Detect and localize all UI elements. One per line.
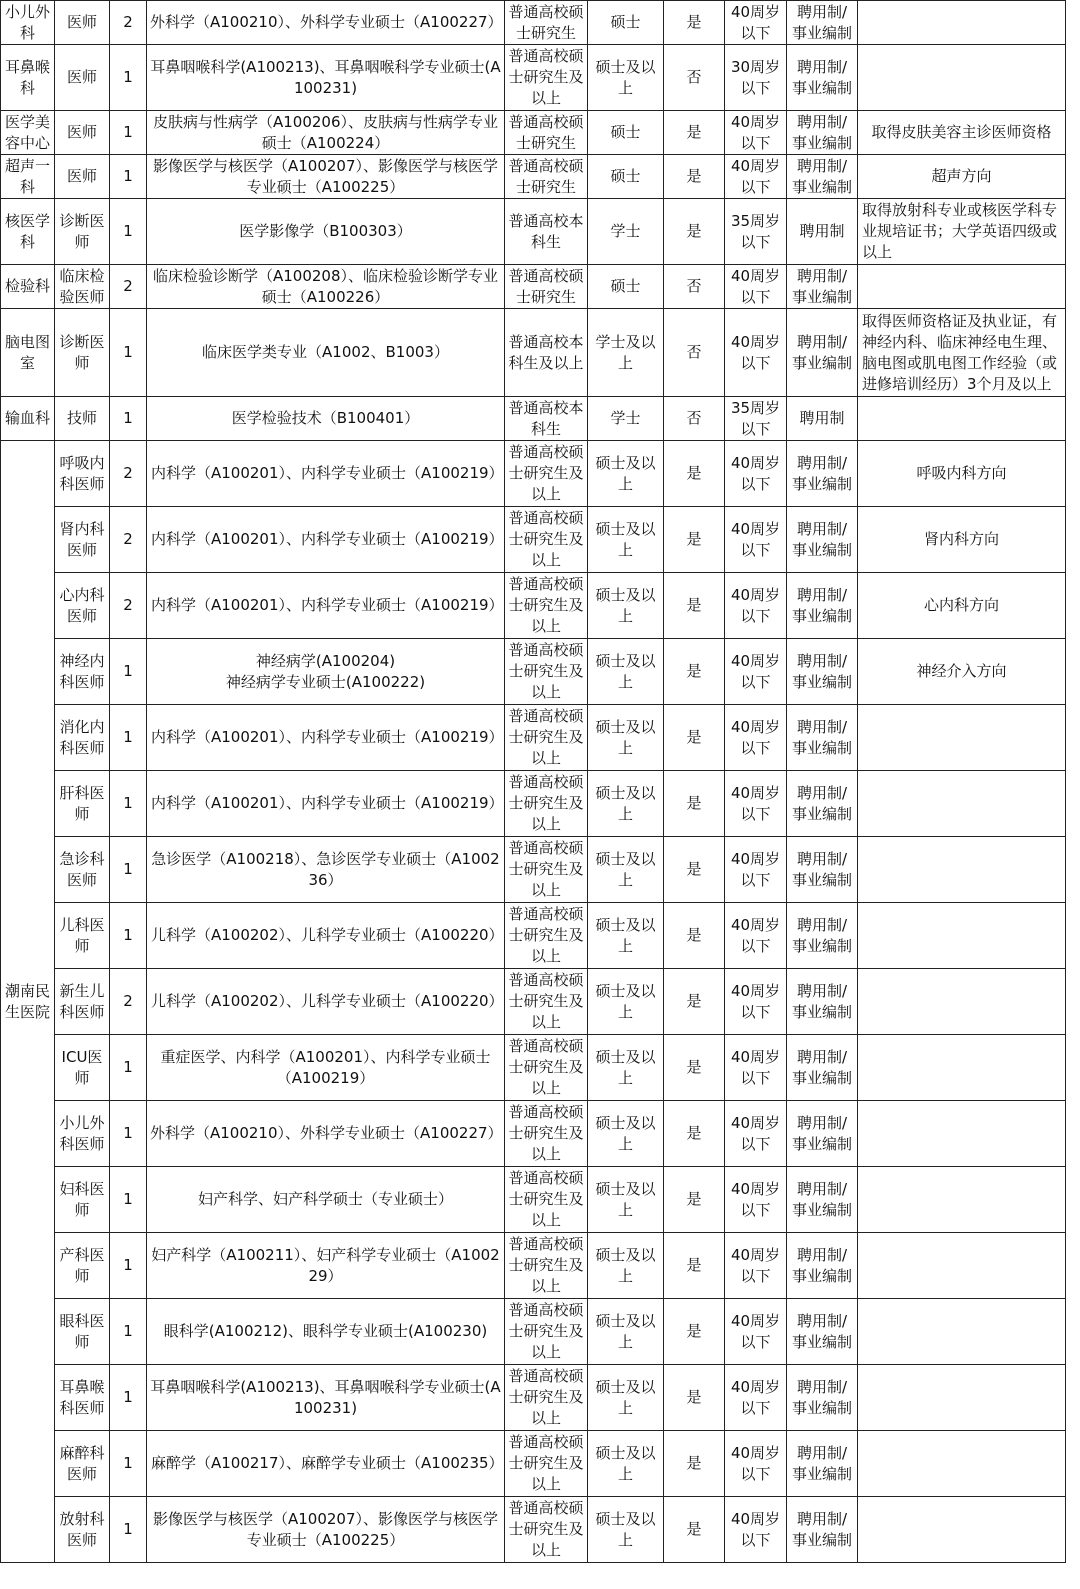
headcount-cell: 1	[110, 309, 147, 397]
degree-cell: 学士及以上	[588, 309, 664, 397]
employment-type-cell: 聘用制/事业编制	[787, 1431, 858, 1497]
headcount-cell: 1	[110, 903, 147, 969]
degree-cell: 硕士及以上	[588, 1365, 664, 1431]
position-cell: 医师	[55, 155, 110, 199]
department-cell: 脑电图室	[1, 309, 55, 397]
department-cell: 小儿外科	[1, 1, 55, 45]
major-cell: 临床检验诊断学（A100208）、临床检验诊断学专业硕士（A100226）	[147, 265, 505, 309]
age-cell: 40周岁以下	[725, 1299, 787, 1365]
degree-cell: 硕士及以上	[588, 1101, 664, 1167]
position-cell: 临床检验医师	[55, 265, 110, 309]
experience-cell: 是	[664, 1167, 725, 1233]
remarks-cell	[858, 1497, 1066, 1563]
headcount-cell: 1	[110, 1035, 147, 1101]
age-cell: 40周岁以下	[725, 1101, 787, 1167]
education-cell: 普通高校本科生	[505, 397, 588, 441]
age-cell: 40周岁以下	[725, 705, 787, 771]
education-cell: 普通高校硕士研究生及以上	[505, 1431, 588, 1497]
age-cell: 40周岁以下	[725, 155, 787, 199]
table-row	[1, 441, 1066, 507]
age-cell: 40周岁以下	[725, 837, 787, 903]
experience-cell: 是	[664, 903, 725, 969]
employment-type-cell: 聘用制/事业编制	[787, 1497, 858, 1563]
age-cell: 40周岁以下	[725, 1167, 787, 1233]
education-cell: 普通高校硕士研究生及以上	[505, 639, 588, 705]
position-cell: 放射科医师	[55, 1497, 110, 1563]
degree-cell: 硕士及以上	[588, 969, 664, 1035]
experience-cell: 是	[664, 1233, 725, 1299]
age-cell: 35周岁以下	[725, 397, 787, 441]
major-cell: 内科学（A100201）、内科学专业硕士（A100219）	[147, 507, 505, 573]
employment-type-cell: 聘用制/事业编制	[787, 705, 858, 771]
position-cell: 小儿外科医师	[55, 1101, 110, 1167]
degree-cell: 硕士	[588, 1, 664, 45]
position-cell: 医师	[55, 45, 110, 111]
department-cell: 核医学科	[1, 199, 55, 265]
headcount-cell: 2	[110, 573, 147, 639]
age-cell: 40周岁以下	[725, 265, 787, 309]
position-cell: 麻醉科医师	[55, 1431, 110, 1497]
major-cell: 耳鼻咽喉科学(A100213)、耳鼻咽喉科学专业硕士(A100231)	[147, 45, 505, 111]
remarks-cell	[858, 705, 1066, 771]
experience-cell: 否	[664, 265, 725, 309]
position-cell: 眼科医师	[55, 1299, 110, 1365]
department-cell: 医学美容中心	[1, 111, 55, 155]
remarks-cell	[858, 1, 1066, 45]
degree-cell: 硕士	[588, 265, 664, 309]
headcount-cell: 2	[110, 507, 147, 573]
age-cell: 40周岁以下	[725, 1035, 787, 1101]
headcount-cell: 1	[110, 1101, 147, 1167]
remarks-cell	[858, 397, 1066, 441]
hospital-name-cell: 潮南民生医院	[1, 441, 55, 1563]
major-cell: 内科学（A100201）、内科学专业硕士（A100219）	[147, 441, 505, 507]
major-cell: 眼科学(A100212)、眼科学专业硕士(A100230)	[147, 1299, 505, 1365]
remarks-cell: 超声方向	[858, 155, 1066, 199]
education-cell: 普通高校本科生	[505, 199, 588, 265]
age-cell: 40周岁以下	[725, 111, 787, 155]
education-cell: 普通高校硕士研究生及以上	[505, 705, 588, 771]
major-cell: 妇产科学（A100211）、妇产科学专业硕士（A100229）	[147, 1233, 505, 1299]
degree-cell: 学士	[588, 199, 664, 265]
table-row	[1, 903, 1066, 969]
major-cell: 临床医学类专业（A1002、B1003）	[147, 309, 505, 397]
table-row	[1, 639, 1066, 705]
employment-type-cell: 聘用制/事业编制	[787, 309, 858, 397]
experience-cell: 否	[664, 309, 725, 397]
major-cell: 内科学（A100201）、内科学专业硕士（A100219）	[147, 573, 505, 639]
major-cell: 内科学（A100201）、内科学专业硕士（A100219）	[147, 705, 505, 771]
major-cell: 妇产科学、妇产科学硕士（专业硕士）	[147, 1167, 505, 1233]
education-cell: 普通高校硕士研究生及以上	[505, 441, 588, 507]
remarks-cell	[858, 1365, 1066, 1431]
degree-cell: 硕士及以上	[588, 771, 664, 837]
major-cell: 外科学（A100210）、外科学专业硕士（A100227）	[147, 1, 505, 45]
remarks-cell	[858, 903, 1066, 969]
degree-cell: 硕士及以上	[588, 705, 664, 771]
table-row	[1, 397, 1066, 441]
age-cell: 40周岁以下	[725, 1233, 787, 1299]
table-row	[1, 111, 1066, 155]
experience-cell: 否	[664, 45, 725, 111]
table-row	[1, 771, 1066, 837]
degree-cell: 硕士及以上	[588, 573, 664, 639]
position-cell: 医师	[55, 111, 110, 155]
degree-cell: 硕士及以上	[588, 1167, 664, 1233]
age-cell: 40周岁以下	[725, 507, 787, 573]
age-cell: 40周岁以下	[725, 441, 787, 507]
degree-cell: 硕士及以上	[588, 639, 664, 705]
education-cell: 普通高校本科生及以上	[505, 309, 588, 397]
education-cell: 普通高校硕士研究生	[505, 265, 588, 309]
education-cell: 普通高校硕士研究生及以上	[505, 1299, 588, 1365]
headcount-cell: 1	[110, 639, 147, 705]
position-cell: 心内科医师	[55, 573, 110, 639]
age-cell: 40周岁以下	[725, 1, 787, 45]
employment-type-cell: 聘用制/事业编制	[787, 1299, 858, 1365]
major-cell: 儿科学（A100202）、儿科学专业硕士（A100220）	[147, 969, 505, 1035]
department-cell: 检验科	[1, 265, 55, 309]
table-row	[1, 1101, 1066, 1167]
remarks-cell	[858, 1233, 1066, 1299]
employment-type-cell: 聘用制/事业编制	[787, 969, 858, 1035]
remarks-cell: 取得医师资格证及执业证，有神经内科、临床神经电生理、脑电图或肌电图工作经验（或进修培训经历）3个月及以上	[858, 309, 1066, 397]
major-cell: 影像医学与核医学（A100207）、影像医学与核医学专业硕士（A100225）	[147, 155, 505, 199]
table-row	[1, 705, 1066, 771]
headcount-cell: 2	[110, 265, 147, 309]
experience-cell: 是	[664, 1497, 725, 1563]
table-row	[1, 1167, 1066, 1233]
headcount-cell: 1	[110, 1299, 147, 1365]
headcount-cell: 1	[110, 45, 147, 111]
employment-type-cell: 聘用制/事业编制	[787, 1, 858, 45]
age-cell: 40周岁以下	[725, 771, 787, 837]
remarks-cell	[858, 837, 1066, 903]
table-row	[1, 507, 1066, 573]
remarks-cell	[858, 1167, 1066, 1233]
table-row	[1, 155, 1066, 199]
experience-cell: 是	[664, 441, 725, 507]
education-cell: 普通高校硕士研究生及以上	[505, 507, 588, 573]
employment-type-cell: 聘用制/事业编制	[787, 507, 858, 573]
position-cell: ICU医师	[55, 1035, 110, 1101]
major-cell: 儿科学（A100202）、儿科学专业硕士（A100220）	[147, 903, 505, 969]
degree-cell: 硕士及以上	[588, 903, 664, 969]
position-cell: 耳鼻喉科医师	[55, 1365, 110, 1431]
experience-cell: 是	[664, 1431, 725, 1497]
education-cell: 普通高校硕士研究生及以上	[505, 1497, 588, 1563]
major-cell: 急诊医学（A100218）、急诊医学专业硕士（A100236）	[147, 837, 505, 903]
degree-cell: 硕士及以上	[588, 441, 664, 507]
remarks-cell: 呼吸内科方向	[858, 441, 1066, 507]
experience-cell: 是	[664, 639, 725, 705]
position-cell: 妇科医师	[55, 1167, 110, 1233]
experience-cell: 是	[664, 1, 725, 45]
headcount-cell: 1	[110, 1365, 147, 1431]
position-cell: 急诊科医师	[55, 837, 110, 903]
employment-type-cell: 聘用制/事业编制	[787, 45, 858, 111]
degree-cell: 学士	[588, 397, 664, 441]
headcount-cell: 2	[110, 969, 147, 1035]
education-cell: 普通高校硕士研究生及以上	[505, 771, 588, 837]
experience-cell: 是	[664, 771, 725, 837]
employment-type-cell: 聘用制/事业编制	[787, 1101, 858, 1167]
major-cell: 麻醉学（A100217）、麻醉学专业硕士（A100235）	[147, 1431, 505, 1497]
experience-cell: 是	[664, 969, 725, 1035]
employment-type-cell: 聘用制	[787, 397, 858, 441]
position-cell: 产科医师	[55, 1233, 110, 1299]
degree-cell: 硕士及以上	[588, 837, 664, 903]
major-cell: 医学影像学（B100303）	[147, 199, 505, 265]
major-cell: 影像医学与核医学（A100207）、影像医学与核医学专业硕士（A100225）	[147, 1497, 505, 1563]
headcount-cell: 1	[110, 771, 147, 837]
department-cell: 输血科	[1, 397, 55, 441]
education-cell: 普通高校硕士研究生及以上	[505, 1101, 588, 1167]
table-row	[1, 1233, 1066, 1299]
table-row	[1, 1299, 1066, 1365]
age-cell: 35周岁以下	[725, 199, 787, 265]
education-cell: 普通高校硕士研究生及以上	[505, 1233, 588, 1299]
age-cell: 40周岁以下	[725, 639, 787, 705]
experience-cell: 是	[664, 111, 725, 155]
headcount-cell: 1	[110, 1233, 147, 1299]
experience-cell: 是	[664, 705, 725, 771]
major-cell: 外科学（A100210）、外科学专业硕士（A100227）	[147, 1101, 505, 1167]
headcount-cell: 1	[110, 837, 147, 903]
experience-cell: 是	[664, 155, 725, 199]
major-cell: 神经病学(A100204) 神经病学专业硕士(A100222)	[147, 639, 505, 705]
remarks-cell	[858, 1299, 1066, 1365]
position-cell: 肾内科医师	[55, 507, 110, 573]
degree-cell: 硕士及以上	[588, 1497, 664, 1563]
experience-cell: 是	[664, 199, 725, 265]
remarks-cell	[858, 1035, 1066, 1101]
table-row	[1, 969, 1066, 1035]
education-cell: 普通高校硕士研究生及以上	[505, 45, 588, 111]
headcount-cell: 2	[110, 1, 147, 45]
table-row	[1, 199, 1066, 265]
employment-type-cell: 聘用制/事业编制	[787, 903, 858, 969]
employment-type-cell: 聘用制/事业编制	[787, 265, 858, 309]
age-cell: 30周岁以下	[725, 45, 787, 111]
department-cell: 耳鼻喉科	[1, 45, 55, 111]
degree-cell: 硕士及以上	[588, 1299, 664, 1365]
employment-type-cell: 聘用制/事业编制	[787, 1167, 858, 1233]
position-cell: 神经内科医师	[55, 639, 110, 705]
employment-type-cell: 聘用制/事业编制	[787, 441, 858, 507]
experience-cell: 是	[664, 507, 725, 573]
table-row	[1, 1035, 1066, 1101]
major-cell: 重症医学、内科学（A100201）、内科学专业硕士（A100219）	[147, 1035, 505, 1101]
experience-cell: 是	[664, 837, 725, 903]
headcount-cell: 1	[110, 111, 147, 155]
position-cell: 肝科医师	[55, 771, 110, 837]
employment-type-cell: 聘用制/事业编制	[787, 1365, 858, 1431]
experience-cell: 否	[664, 397, 725, 441]
headcount-cell: 1	[110, 155, 147, 199]
education-cell: 普通高校硕士研究生及以上	[505, 1365, 588, 1431]
employment-type-cell: 聘用制/事业编制	[787, 155, 858, 199]
remarks-cell	[858, 265, 1066, 309]
experience-cell: 是	[664, 1035, 725, 1101]
table-row	[1, 45, 1066, 111]
table-row	[1, 1431, 1066, 1497]
major-cell: 皮肤病与性病学（A100206）、皮肤病与性病学专业硕士（A100224）	[147, 111, 505, 155]
education-cell: 普通高校硕士研究生	[505, 1, 588, 45]
table-row	[1, 1497, 1066, 1563]
employment-type-cell: 聘用制/事业编制	[787, 639, 858, 705]
headcount-cell: 1	[110, 1431, 147, 1497]
degree-cell: 硕士及以上	[588, 45, 664, 111]
employment-type-cell: 聘用制/事业编制	[787, 771, 858, 837]
table-row	[1, 1365, 1066, 1431]
education-cell: 普通高校硕士研究生	[505, 111, 588, 155]
education-cell: 普通高校硕士研究生	[505, 155, 588, 199]
employment-type-cell: 聘用制	[787, 199, 858, 265]
table-row	[1, 837, 1066, 903]
experience-cell: 是	[664, 1101, 725, 1167]
age-cell: 40周岁以下	[725, 1497, 787, 1563]
education-cell: 普通高校硕士研究生及以上	[505, 837, 588, 903]
remarks-cell	[858, 1431, 1066, 1497]
experience-cell: 是	[664, 1299, 725, 1365]
table-row	[1, 573, 1066, 639]
education-cell: 普通高校硕士研究生及以上	[505, 573, 588, 639]
degree-cell: 硕士	[588, 155, 664, 199]
employment-type-cell: 聘用制/事业编制	[787, 837, 858, 903]
department-cell: 超声一科	[1, 155, 55, 199]
age-cell: 40周岁以下	[725, 903, 787, 969]
education-cell: 普通高校硕士研究生及以上	[505, 969, 588, 1035]
remarks-cell: 心内科方向	[858, 573, 1066, 639]
age-cell: 40周岁以下	[725, 573, 787, 639]
age-cell: 40周岁以下	[725, 1431, 787, 1497]
headcount-cell: 2	[110, 441, 147, 507]
major-cell: 医学检验技术（B100401）	[147, 397, 505, 441]
degree-cell: 硕士及以上	[588, 1431, 664, 1497]
education-cell: 普通高校硕士研究生及以上	[505, 903, 588, 969]
position-cell: 医师	[55, 1, 110, 45]
employment-type-cell: 聘用制/事业编制	[787, 111, 858, 155]
employment-type-cell: 聘用制/事业编制	[787, 1035, 858, 1101]
position-cell: 呼吸内科医师	[55, 441, 110, 507]
remarks-cell: 取得皮肤美容主诊医师资格	[858, 111, 1066, 155]
table-row	[1, 265, 1066, 309]
degree-cell: 硕士及以上	[588, 1233, 664, 1299]
experience-cell: 是	[664, 573, 725, 639]
remarks-cell	[858, 969, 1066, 1035]
employment-type-cell: 聘用制/事业编制	[787, 573, 858, 639]
table-row	[1, 1, 1066, 45]
remarks-cell: 肾内科方向	[858, 507, 1066, 573]
headcount-cell: 1	[110, 199, 147, 265]
degree-cell: 硕士	[588, 111, 664, 155]
remarks-cell	[858, 45, 1066, 111]
position-cell: 消化内科医师	[55, 705, 110, 771]
degree-cell: 硕士及以上	[588, 507, 664, 573]
age-cell: 40周岁以下	[725, 1365, 787, 1431]
education-cell: 普通高校硕士研究生及以上	[505, 1167, 588, 1233]
position-cell: 技师	[55, 397, 110, 441]
headcount-cell: 1	[110, 1497, 147, 1563]
age-cell: 40周岁以下	[725, 309, 787, 397]
headcount-cell: 1	[110, 1167, 147, 1233]
position-cell: 新生儿科医师	[55, 969, 110, 1035]
remarks-cell	[858, 771, 1066, 837]
position-cell: 儿科医师	[55, 903, 110, 969]
degree-cell: 硕士及以上	[588, 1035, 664, 1101]
age-cell: 40周岁以下	[725, 969, 787, 1035]
major-cell: 耳鼻咽喉科学(A100213)、耳鼻咽喉科学专业硕士(A100231)	[147, 1365, 505, 1431]
remarks-cell	[858, 1101, 1066, 1167]
table-row	[1, 309, 1066, 397]
remarks-cell: 取得放射科专业或核医学科专业规培证书；大学英语四级或以上	[858, 199, 1066, 265]
position-cell: 诊断医师	[55, 199, 110, 265]
headcount-cell: 1	[110, 705, 147, 771]
education-cell: 普通高校硕士研究生及以上	[505, 1035, 588, 1101]
headcount-cell: 1	[110, 397, 147, 441]
position-cell: 诊断医师	[55, 309, 110, 397]
remarks-cell: 神经介入方向	[858, 639, 1066, 705]
experience-cell: 是	[664, 1365, 725, 1431]
major-cell: 内科学（A100201）、内科学专业硕士（A100219）	[147, 771, 505, 837]
employment-type-cell: 聘用制/事业编制	[787, 1233, 858, 1299]
